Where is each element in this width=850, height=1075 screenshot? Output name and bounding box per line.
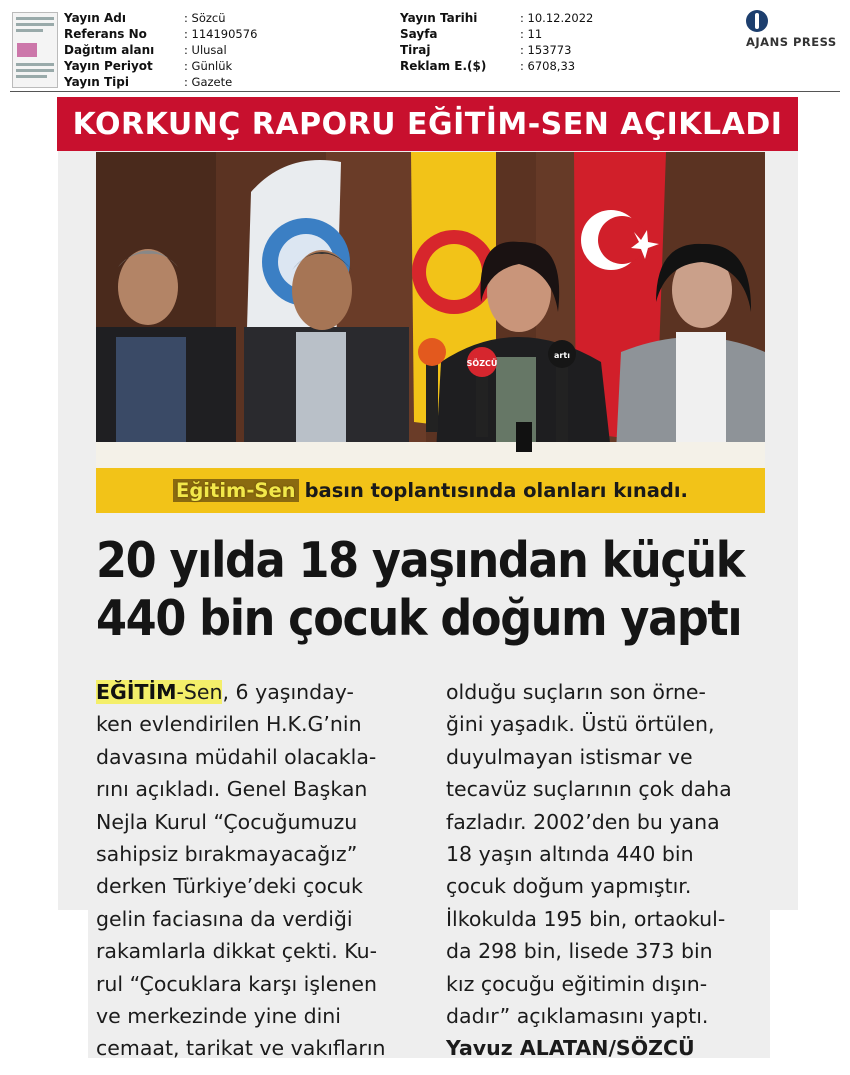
body-line: fazladır. 2002’den bu yana — [446, 809, 720, 834]
body-line: davasına müdahil olacakla- — [96, 744, 377, 769]
body-line: rını açıkladı. Genel Başkan — [96, 777, 368, 802]
logo-text: AJANS PRESS — [746, 35, 837, 49]
article-headline — [96, 532, 745, 648]
meta-row-sayfa: Sayfa : 11 — [400, 27, 543, 41]
body-line: derken Türkiye’deki çocuk — [96, 874, 363, 899]
photo-caption — [96, 468, 765, 513]
body-line: kız çocuğu eğitimin dışın- — [446, 971, 708, 996]
body-line: İlkokulda 195 bin, ortaokul- — [446, 906, 726, 931]
body-line: Nejla Kurul “Çocuğumuzu — [96, 809, 358, 834]
meta-row-yayin-tarihi: Yayın Tarihi : 10.12.2022 — [400, 11, 594, 25]
section-banner — [57, 97, 798, 151]
meta-row-tiraj: Tiraj : 153773 — [400, 43, 572, 57]
body-line: ve merkezinde yine dini — [96, 1004, 341, 1029]
lead-highlight-suffix: -Sen — [176, 680, 223, 704]
article-byline: Yavuz ALATAN/SÖZCÜ — [446, 1036, 695, 1061]
body-line: çocuk doğum yapmıştır. — [446, 874, 692, 899]
mic-flag-sozcu: SÖZCÜ — [466, 359, 498, 368]
body-line — [96, 676, 416, 708]
body-line: rakamlarla dikkat çekti. Ku- — [96, 939, 378, 964]
mic-flag-arti: artı — [554, 351, 570, 360]
caption-highlight: Eğitim-Sen — [173, 479, 299, 502]
header-divider — [10, 91, 840, 92]
body-line: olduğu suçların son örne- — [446, 680, 706, 704]
caption-text: basın toplantısında olanları kınadı. — [304, 479, 688, 502]
banner-title: KORKUNÇ RAPORU EĞİTİM-SEN AÇIKLADI — [72, 106, 783, 142]
body-line: dadır” açıklamasını yaptı. — [446, 1004, 709, 1029]
meta-row-referans-no: Referans No : 114190576 — [64, 27, 258, 41]
body-line: tecavüz suçlarının çok daha — [446, 777, 732, 802]
lead-highlight: EĞİTİM — [96, 680, 177, 704]
meta-row-reklam: Reklam E.($) : 6708,33 — [400, 59, 576, 73]
page-thumbnail — [12, 12, 58, 88]
body-line: sahipsiz bırakmayacağız” — [96, 842, 358, 867]
article-column-2 — [446, 676, 766, 1065]
publication-info-right — [400, 10, 593, 74]
body-line: cemaat, tarikat ve vakıfların — [96, 1036, 386, 1061]
headline-line-1: 20 yılda 18 yaşından küçük — [96, 532, 745, 589]
body-line: ğini yaşadık. Üstü örtülen, — [446, 712, 715, 737]
body-line: rul “Çocuklara karşı işlenen — [96, 971, 377, 996]
meta-row-dagitim-alani: Dağıtım alanı : Ulusal — [64, 43, 227, 57]
body-line: 18 yaşın altında 440 bin — [446, 842, 694, 867]
body-line: ken evlendirilen H.K.G’nin — [96, 712, 362, 737]
ajans-press-logo — [742, 10, 842, 50]
body-line: duyulmayan istismar ve — [446, 744, 693, 769]
meta-row-yayin-periyot: Yayın Periyot : Günlük — [64, 59, 233, 73]
ajans-press-logo-icon — [746, 10, 768, 32]
body-line: da 298 bin, lisede 373 bin — [446, 939, 713, 964]
article-column-1 — [96, 676, 416, 1065]
publication-info-left — [64, 10, 257, 90]
press-conference-photo — [96, 152, 765, 513]
headline-line-2: 440 bin çocuk doğum yaptı — [96, 590, 742, 647]
meta-row-yayin-tipi: Yayın Tipi : Gazete — [64, 75, 233, 89]
meta-row-yayin-adi: Yayın Adı : Sözcü — [64, 11, 226, 25]
body-line: gelin faciasına da verdiği — [96, 906, 353, 931]
lead-text: , 6 yaşınday- — [222, 680, 354, 704]
